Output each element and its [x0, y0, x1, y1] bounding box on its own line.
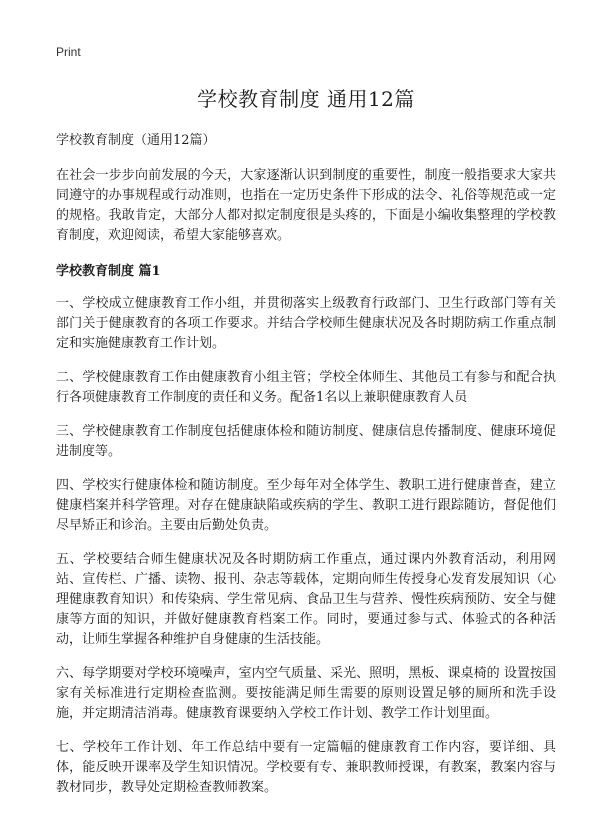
section-heading: 学校教育制度 篇1 [56, 264, 161, 279]
section-item-5: 五、学校要结合师生健康状况及各时期防病工作重点，通过课内外教育活动，利用网站、宣传栏、广播、读物、报刊、杂志等载体，定期向师生传授身心发育发展知识（心理健康教育知识）和传染病、学生常见病、食品卫生与营养、慢性疾病预防、安全与健康等方面的知识，并做好健康教育档案工作。同时，要通过参与式、体验式的各种活动，让师生掌握各种维护自身健康的生活技能。 [56, 552, 556, 647]
section-item-1: 一、学校成立健康教育工作小组，并贯彻落实上级教育行政部门、卫生行政部门等有关部门关于健康教育的各项工作要求。并结合学校师生健康状况及各时期防病工作重点制定和实施健康教育工作计划。 [56, 296, 556, 351]
intro-paragraph: 在社会一步步向前发展的今天，大家逐渐认识到制度的重要性，制度一般指要求大家共同遵守的办事规程或行动准则，也指在一定历史条件下形成的法令、礼俗等规范或一定的规格。我敢肯定，大部分人都对拟定制度很是头疼的，下面是小编收集整理的学校教育制度，欢迎阅读，希望大家能够喜欢。 [56, 168, 556, 243]
section-item-2: 二、学校健康教育工作由健康教育小组主管；学校全体师生、其他员工有参与和配合执行各项健康教育工作制度的责任和义务。配备1名以上兼职健康教育人员 [56, 370, 556, 405]
section-item-4: 四、学校实行健康体检和随访制度。至少每年对全体学生、教职工进行健康普查，建立健康档案并科学管理。对存在健康缺陷或疾病的学生、教职工进行跟踪随访，督促他们尽早矫正和诊治。主要由后勤处负责。 [56, 478, 556, 533]
section-items [56, 294, 556, 798]
document-subtitle: 学校教育制度（通用12篇） [56, 133, 216, 148]
document-title: 学校教育制度 通用12篇 [197, 87, 415, 111]
section-item-3: 三、学校健康教育工作制度包括健康体检和随访制度、健康信息传播制度、健康环境促进制度等。 [56, 424, 556, 459]
section-item-7: 七、学校年工作计划、年工作总结中要有一定篇幅的健康教育工作内容，要详细、具体，能反映开课率及学生知识情况。学校要有专、兼职教师授课，有教案，教案内容与教材同步，教导处定期检查教师教案。 [56, 740, 556, 795]
section-item-6: 六、每学期要对学校环境噪声，室内空气质量、采光、照明，黑板、课桌椅的 设置按国家有关标准进行定期检查监测。要按能满足师生需要的原则设置足够的厕所和洗手设施，并定期清洁消毒。健康教育课要纳入学校工作计划、教学工作计划里面。 [56, 666, 556, 721]
print-link[interactable]: Print [56, 45, 81, 59]
